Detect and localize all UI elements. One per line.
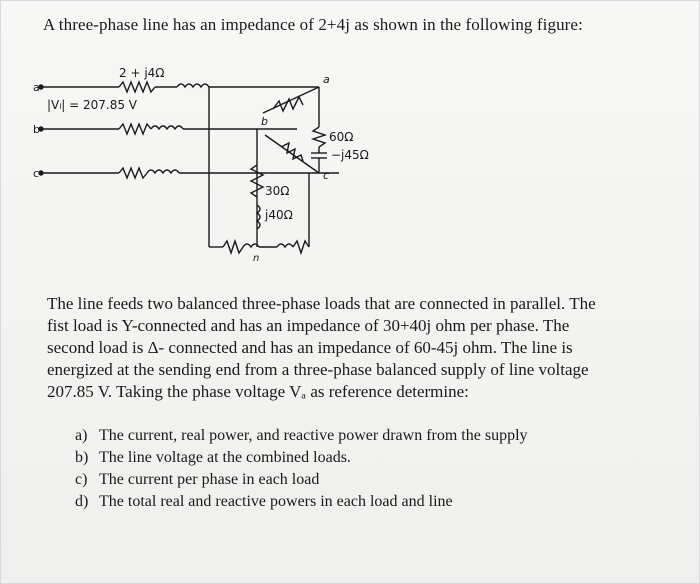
node-a-label: a [33,81,40,94]
load2-reactance-label: −j45Ω [331,148,369,162]
problem-paragraph [47,293,677,403]
delta-node-b-label: b [261,115,268,128]
question-text: The total real and reactive powers in each load and line [99,493,453,510]
question-label: d) [75,493,89,510]
question-text: The current, real power, and reactive power drawn from the supply [99,427,528,444]
paragraph-line: fist load is Y-connected and has an impedance of 30+40j ohm per phase. The [47,316,570,335]
question-list [75,425,675,513]
load1-resistance-label: 30Ω [265,184,290,198]
circuit-figure [27,57,447,287]
question-item [75,469,675,491]
neutral-label: n [253,253,260,264]
question-text: The current per phase in each load [99,471,320,488]
question-label: c) [75,471,88,488]
node-c-label: c [33,167,40,180]
load1-reactance-label: j40Ω [265,208,293,222]
question-label: b) [75,449,89,466]
paragraph-line: second load is Δ- connected and has an impedance of 60-45j ohm. The line is [47,338,573,357]
node-b-label: b [33,123,40,136]
paragraph-line: energized at the sending end from a three-phase balanced supply of line voltage [47,360,589,379]
question-item [75,425,675,447]
paragraph-line: 207.85 V. Taking the phase voltage Vₐ as reference determine: [47,382,469,401]
paragraph-line: The line feeds two balanced three-phase loads that are connected in parallel. The [47,294,596,313]
delta-node-a-label: a [323,73,330,86]
line-voltage-label: |Vₗ| = 207.85 V [47,98,137,112]
delta-node-c-label: c [323,169,330,182]
line-impedance-label: 2 + j4Ω [119,66,165,80]
question-label: a) [75,427,88,444]
circuit-diagram [27,57,447,287]
intro-text: A three-phase line has an impedance of 2+4j as shown in the following figure: [43,15,583,34]
question-item [75,447,675,469]
question-item [75,491,675,513]
load2-resistance-label: 60Ω [329,130,354,144]
question-text: The line voltage at the combined loads. [99,449,351,466]
